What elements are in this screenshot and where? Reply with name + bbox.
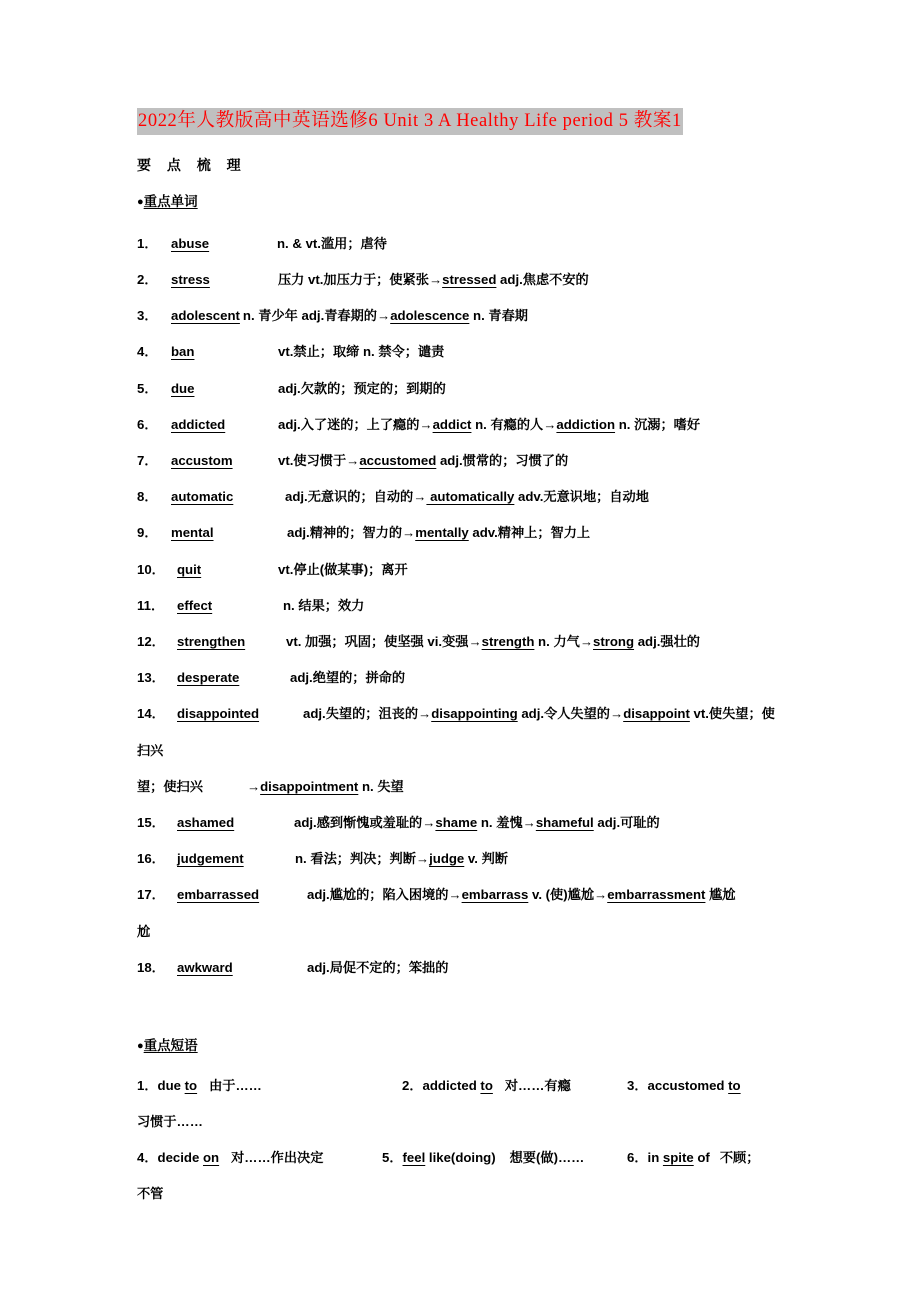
- derivation-arrow: →: [415, 851, 430, 867]
- phrase-head: addicted: [422, 1077, 481, 1093]
- word-derivation: strong: [593, 633, 635, 649]
- word-pos: vt.: [278, 561, 294, 577]
- word-headword: embarrassed: [177, 887, 260, 903]
- word-meaning: 结果；效力: [294, 597, 365, 613]
- word-meaning: 绝望的；拼命的: [312, 670, 406, 686]
- derivation-arrow: →: [346, 452, 360, 468]
- derivation-arrow: →: [610, 706, 624, 722]
- section-heading-main: 要 点 梳 理: [137, 156, 247, 173]
- word-number: 8．: [137, 489, 158, 505]
- word-pos: adj.: [287, 525, 310, 541]
- section-heading-key-words: [137, 195, 785, 210]
- phrase-keyword: on: [202, 1150, 220, 1166]
- derivation-arrow: →: [543, 416, 557, 432]
- section-heading-key-words-label: 重点单词: [143, 193, 198, 209]
- word-derivation: disappointment: [260, 778, 359, 794]
- phrase-head: due: [157, 1077, 185, 1093]
- word-meaning: 滥用；虐待: [320, 235, 387, 251]
- document-title: 2022年人教版高中英语选修6 Unit 3 A Healthy Life period 5 教案1: [137, 108, 683, 135]
- word-meaning: 看法；判决；判断: [306, 851, 416, 867]
- word-meaning: 青少年 adj.青春期的: [254, 308, 377, 324]
- word-headword: judgement: [177, 851, 244, 867]
- word-entry: [137, 624, 785, 660]
- word-entry: [137, 443, 785, 479]
- phrase-keyword: feel: [402, 1150, 426, 1166]
- phrase-row-continuation: 习惯于……: [137, 1114, 203, 1130]
- word-pos: n. & vt.: [277, 235, 321, 251]
- word-number: 9．: [137, 525, 158, 541]
- derivation-meaning: v. (使)尴尬: [528, 887, 595, 903]
- word-derivation: disappointing: [431, 706, 518, 722]
- derivation-arrow: →: [419, 416, 433, 432]
- word-derivation: embarrass: [461, 887, 529, 903]
- derivation-arrow: →: [377, 308, 391, 324]
- word-entry: [137, 479, 785, 515]
- word-headword: automatic: [171, 489, 234, 505]
- derivation-meaning: adj.令人失望的: [517, 706, 610, 722]
- word-pos: n.: [283, 597, 295, 613]
- derivation-meaning: n. 青春期: [469, 308, 528, 324]
- phrase-keyword: to: [184, 1077, 198, 1093]
- word-number: 18．: [137, 959, 165, 975]
- bullet-icon: ●: [137, 195, 144, 208]
- word-number: 14．: [137, 706, 165, 722]
- word-pos: adj.: [307, 959, 330, 975]
- word-pos: vt.: [278, 452, 294, 468]
- phrase-keyword: spite: [662, 1150, 694, 1166]
- derivation-arrow: →: [594, 887, 608, 903]
- word-entry: [137, 696, 785, 768]
- bullet-icon: ●: [137, 1040, 144, 1052]
- derivation-arrow: →: [402, 525, 416, 541]
- derivation-meaning: n. 沉溺；嗜好: [615, 416, 701, 432]
- word-number: 2．: [137, 271, 158, 287]
- word-meaning: 失望的；沮丧的: [325, 706, 419, 722]
- derivation-arrow: →: [418, 706, 432, 722]
- word-headword: adolescent: [171, 308, 240, 324]
- phrase-item: [402, 1068, 627, 1104]
- phrase-item: [137, 1068, 402, 1104]
- word-entry: [137, 298, 785, 334]
- document-title-row: [137, 112, 785, 131]
- phrase-item: [382, 1140, 627, 1176]
- word-headword: mental: [171, 525, 214, 541]
- phrase-head: in: [647, 1150, 663, 1166]
- derivation-arrow: →: [413, 489, 427, 505]
- derivation-arrow: →: [468, 633, 482, 649]
- derivation-meaning: adj.强壮的: [634, 633, 700, 649]
- word-derivation: embarrassment: [607, 887, 706, 903]
- word-entry: [137, 805, 785, 841]
- document-content: [137, 0, 785, 1213]
- word-meaning: 加强；巩固；使坚强 vi.变强: [301, 633, 469, 649]
- derivation-meaning: adv.无意识地；自动地: [514, 489, 649, 505]
- phrase-meaning: 对……作出决定: [231, 1150, 324, 1166]
- derivation-arrow: →: [422, 814, 436, 830]
- section-heading-key-phrases: [137, 1039, 785, 1054]
- word-meaning: 局促不定的；笨拙的: [329, 959, 449, 975]
- word-pos: vt.: [286, 633, 302, 649]
- word-pos: adj.: [278, 380, 301, 396]
- word-derivation: disappoint: [623, 706, 690, 722]
- word-pos: adj.: [303, 706, 326, 722]
- word-meaning: 尴尬的；陷入困境的: [329, 887, 449, 903]
- word-meaning: 停止(做某事)；离开: [293, 561, 408, 577]
- derivation-meaning: n. 有瘾的人: [471, 416, 544, 432]
- word-number: 15．: [137, 814, 165, 830]
- phrase-number: 4．: [137, 1150, 158, 1166]
- word-entry: [137, 841, 785, 877]
- word-headword: addicted: [171, 416, 226, 432]
- word-entry: [137, 950, 785, 986]
- derivation-arrow: →: [522, 814, 536, 830]
- phrase-number: 6．: [627, 1150, 648, 1166]
- section-heading-key-phrases-label: 重点短语: [143, 1038, 198, 1053]
- word-entry: [137, 552, 785, 588]
- word-entry-continuation: [137, 769, 785, 805]
- word-entry: [137, 588, 785, 624]
- word-number: 12．: [137, 633, 165, 649]
- word-entry: [137, 407, 785, 443]
- word-number: 6．: [137, 416, 158, 432]
- derivation-meaning: adj.可耻的: [593, 814, 660, 830]
- derivation-arrow: →: [579, 633, 594, 649]
- word-entry: [137, 334, 785, 370]
- phrase-item: [627, 1140, 759, 1176]
- word-derivation: judge: [429, 851, 465, 867]
- phrase-head: decide: [157, 1150, 203, 1166]
- phrase-meaning: 由于……: [209, 1077, 262, 1093]
- derivation-meaning: n. 失望: [358, 778, 404, 794]
- word-pos: adj.: [307, 887, 330, 903]
- word-headword: effect: [177, 597, 213, 613]
- phrase-item: [137, 1140, 382, 1176]
- phrase-number: 2．: [402, 1077, 423, 1093]
- word-number: 17．: [137, 887, 165, 903]
- phrase-tail: of: [693, 1150, 710, 1166]
- phrase-meaning-partial: 不顾；: [719, 1150, 760, 1166]
- word-derivation: automatically: [426, 489, 515, 505]
- word-entry: [137, 660, 785, 696]
- word-meaning: 压力 vt.加压力于；使紧张: [278, 271, 429, 287]
- word-meaning: 感到惭愧或羞耻的: [316, 814, 423, 830]
- word-pos: n.: [295, 851, 307, 867]
- word-headword: ban: [171, 344, 195, 360]
- word-number: 5．: [137, 380, 158, 396]
- word-pos: vt.: [278, 344, 294, 360]
- word-number: 7．: [137, 452, 158, 468]
- phrase-keyword: to: [480, 1077, 493, 1093]
- word-derivation: stressed: [442, 271, 497, 287]
- word-meaning: 精神的；智力的: [309, 525, 403, 541]
- word-number: 1．: [137, 235, 158, 251]
- word-derivation: shame: [435, 814, 478, 830]
- phrase-meaning: 想要(做)……: [509, 1150, 585, 1166]
- derivation-meaning: n. 羞愧: [477, 814, 523, 830]
- word-meaning: 入了迷的；上了瘾的: [300, 416, 420, 432]
- word-entry: [137, 226, 785, 262]
- phrase-row: [137, 1068, 785, 1104]
- word-pos: adj.: [285, 489, 308, 505]
- word-derivation: mentally: [415, 525, 469, 541]
- phrase-number: 3．: [627, 1077, 648, 1093]
- key-phrases-list: [137, 1068, 785, 1213]
- phrase-number: 1．: [137, 1077, 158, 1093]
- word-number: 10．: [137, 561, 165, 577]
- word-headword: awkward: [177, 959, 233, 975]
- derivation-meaning: adj.惯常的；习惯了的: [436, 452, 569, 468]
- word-number: 3．: [137, 308, 158, 324]
- word-headword: strengthen: [177, 633, 246, 649]
- derivation-arrow: →: [428, 271, 443, 287]
- word-headword: accustom: [171, 452, 233, 468]
- word-entry: [137, 262, 785, 298]
- word-headword: stress: [171, 271, 210, 287]
- word-pos: n.: [242, 308, 255, 324]
- word-number: 4．: [137, 344, 158, 360]
- derivation-meaning: v. 判断: [464, 851, 508, 867]
- word-entry: [137, 371, 785, 407]
- word-derivation: shameful: [535, 814, 594, 830]
- word-headword: ashamed: [177, 814, 235, 830]
- word-headword: disappointed: [177, 706, 260, 722]
- word-derivation: addiction: [556, 416, 616, 432]
- word-meaning: 使习惯于: [293, 452, 347, 468]
- word-number: 11．: [137, 597, 165, 613]
- word-meaning: 欠款的；预定的；到期的: [300, 380, 446, 396]
- word-entry: [137, 877, 785, 913]
- phrase-row: [137, 1140, 785, 1176]
- derivation-arrow: →: [448, 887, 462, 903]
- word-number: 16．: [137, 851, 165, 867]
- word-entry: [137, 515, 785, 551]
- word-derivation: addict: [432, 416, 472, 432]
- phrase-head: accustomed: [647, 1077, 729, 1093]
- phrase-row-continuation: 不管: [137, 1186, 164, 1202]
- key-words-list: [137, 226, 785, 986]
- derivation-meaning: 尴尬: [705, 887, 736, 903]
- phrase-number: 5．: [382, 1150, 403, 1166]
- word-entry-continuation: 尬: [137, 923, 151, 939]
- word-headword: abuse: [171, 235, 210, 251]
- phrase-tail: like(doing): [425, 1150, 496, 1166]
- word-derivation: adolescence: [390, 308, 470, 324]
- phrase-keyword: to: [728, 1077, 741, 1093]
- word-meaning: 禁止；取缔 n. 禁令；谴责: [293, 344, 445, 360]
- derivation-meaning: vt.使失望；使扫兴: [137, 706, 775, 758]
- word-pos: adj.: [294, 814, 317, 830]
- word-pos: adj.: [290, 670, 313, 686]
- continuation-text: 望；使扫兴: [137, 778, 203, 794]
- derivation-meaning: adv.精神上；智力上: [468, 525, 591, 541]
- word-number: 13．: [137, 670, 165, 686]
- word-pos: adj.: [278, 416, 301, 432]
- phrase-meaning: 对……有瘾: [504, 1077, 571, 1093]
- word-meaning: 无意识的；自动的: [307, 489, 414, 505]
- word-headword: due: [171, 380, 195, 396]
- word-headword: quit: [177, 561, 202, 577]
- word-derivation: strength: [481, 633, 535, 649]
- word-headword: desperate: [177, 670, 240, 686]
- phrase-item: [627, 1068, 741, 1104]
- word-derivation: accustomed: [359, 452, 437, 468]
- derivation-meaning: n. 力气: [534, 633, 580, 649]
- derivation-meaning: adj.焦虑不安的: [496, 271, 589, 287]
- derivation-arrow: →: [246, 778, 261, 794]
